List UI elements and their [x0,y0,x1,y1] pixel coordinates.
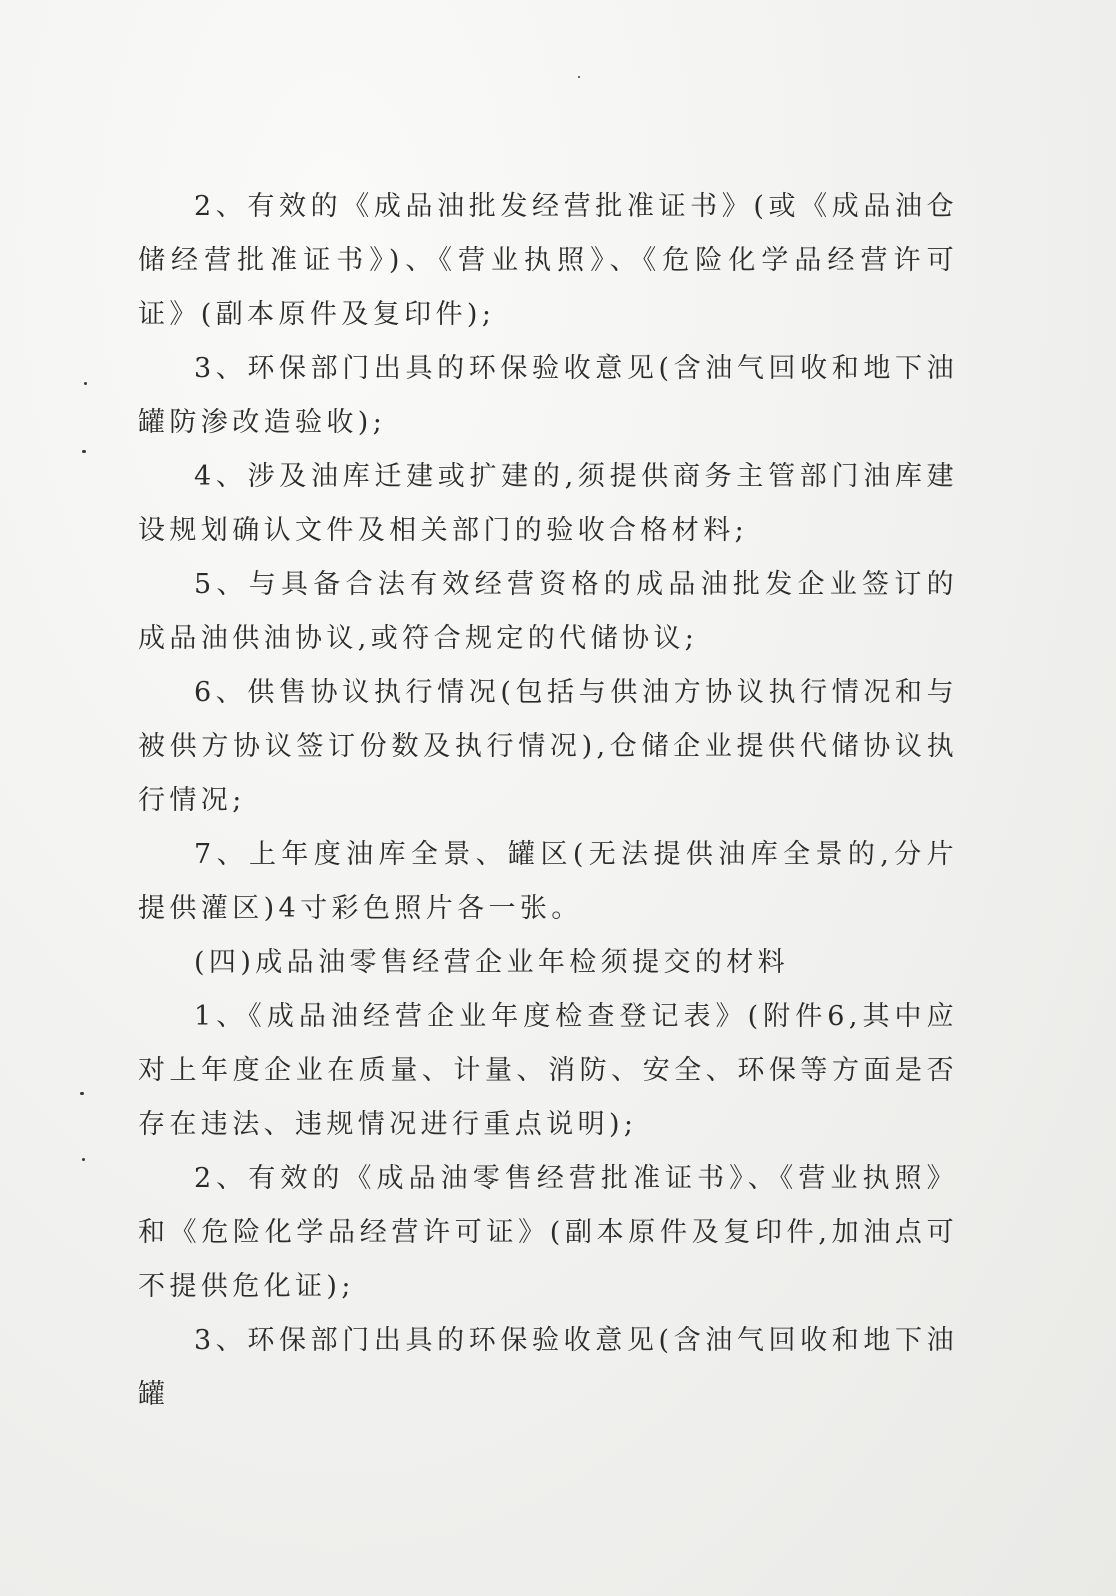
paragraph-item-6-agreement-execution: 6、供售协议执行情况(包括与供油方协议执行情况和与被供方协议签订份数及执行情况),仓储企业提供代储协议执行情况; [138,677,958,816]
scan-speck [82,1158,85,1161]
paragraph-retail-item-2-certificates: 2、有效的《成品油零售经营批准证书》、《营业执照》和《危险化学品经营许可证》(副本原件及复印件,加油点可不提供危化证); [138,1163,958,1302]
scan-speck [84,382,87,385]
scan-speck [82,450,86,453]
paragraph-item-4-depot-relocation: 4、涉及油库迁建或扩建的,须提供商务主管部门油库建设规划确认文件及相关部门的验收合格材料; [138,461,958,546]
scan-speck [578,76,580,78]
section-heading-retail: (四)成品油零售经营企业年检须提交的材料 [194,947,790,978]
scan-speck [80,1092,84,1095]
document-body [138,180,958,1422]
paragraph-item-7-depot-photos: 7、上年度油库全景、罐区(无法提供油库全景的,分片提供灌区)4寸彩色照片各一张。 [138,839,958,924]
paragraph-retail-item-3-environmental-acceptance: 3、环保部门出具的环保验收意见(含油气回收和地下油罐 [138,1325,958,1410]
paragraph-item-3-environmental-acceptance: 3、环保部门出具的环保验收意见(含油气回收和地下油罐防渗改造验收); [138,353,958,438]
paragraph-retail-item-1-registration-form: 1、《成品油经营企业年度检查登记表》(附件6,其中应对上年度企业在质量、计量、消防、安全、环保等方面是否存在违法、违规情况进行重点说明); [138,1001,958,1140]
paragraph-item-2-wholesale-certificates: 2、有效的《成品油批发经营批准证书》(或《成品油仓储经营批准证书》)、《营业执照》、《危险化学品经营许可证》(副本原件及复印件); [138,191,958,330]
paragraph-item-5-supply-agreement: 5、与具备合法有效经营资格的成品油批发企业签订的成品油供油协议,或符合规定的代储协议; [138,569,958,654]
